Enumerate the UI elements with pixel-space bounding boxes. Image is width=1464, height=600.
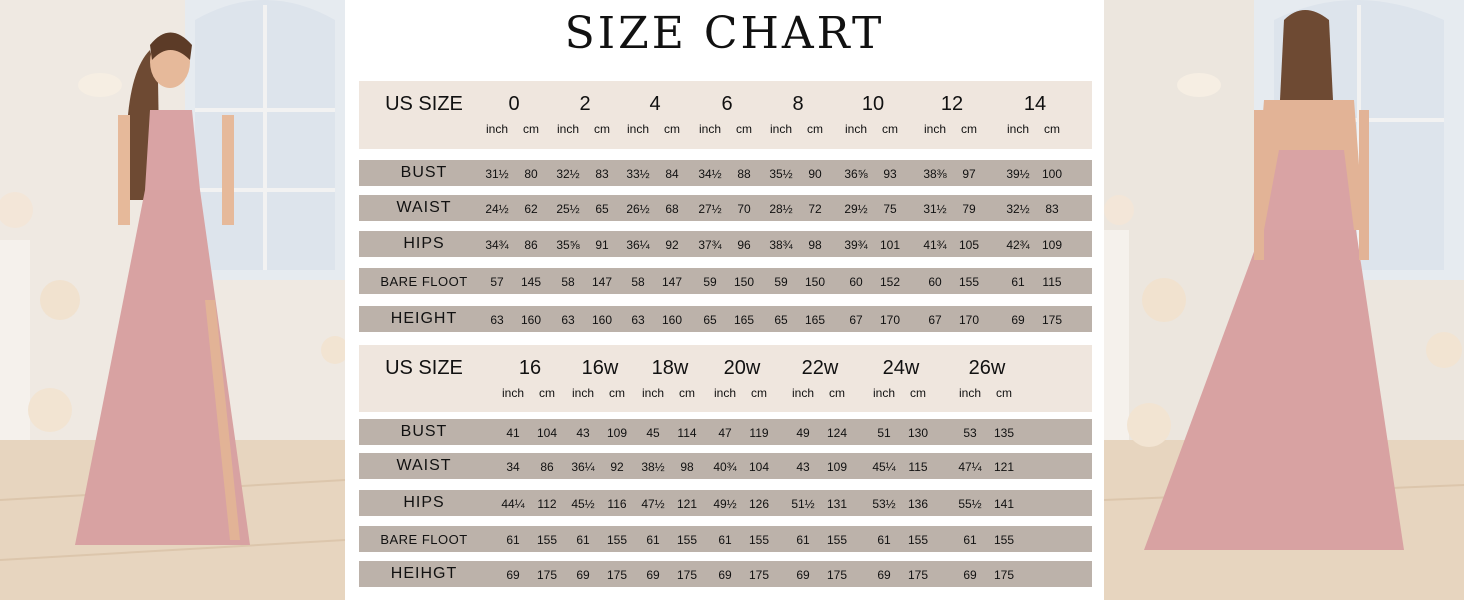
cm-value: 175	[676, 568, 698, 582]
cm-value: 96	[737, 238, 751, 252]
unit-inch-label: inch	[641, 386, 665, 400]
cm-value: 114	[677, 426, 697, 440]
inch-value: 61	[718, 533, 732, 547]
unit-cm-label: cm	[679, 386, 695, 400]
size-heading: 16w	[581, 357, 619, 379]
size-heading: 16	[518, 357, 542, 379]
cm-value: 115	[908, 460, 928, 474]
size-heading: 2	[579, 93, 591, 115]
cm-value: 160	[520, 313, 542, 327]
inch-value: 35½	[769, 167, 793, 181]
unit-inch-label: inch	[1006, 122, 1030, 136]
inch-value: 38¾	[769, 238, 793, 252]
inch-value: 58	[561, 275, 575, 289]
cm-value: 100	[1041, 167, 1063, 181]
inch-value: 47½	[641, 497, 665, 511]
inch-value: 43	[576, 426, 590, 440]
unit-inch-label: inch	[713, 386, 737, 400]
inch-value: 47	[718, 426, 732, 440]
inch-value: 61	[576, 533, 590, 547]
inch-value: 63	[561, 313, 575, 327]
inch-value: 69	[877, 568, 891, 582]
inch-value: 51½	[791, 497, 815, 511]
cm-value: 175	[1041, 313, 1063, 327]
unit-cm-label: cm	[807, 122, 823, 136]
cm-value: 75	[883, 202, 897, 216]
size-heading: 18w	[651, 357, 689, 379]
inch-value: 43	[796, 460, 810, 474]
unit-inch-label: inch	[501, 386, 525, 400]
row-label: HEIGHT	[390, 310, 458, 327]
size-heading: 8	[792, 93, 804, 115]
size-heading: 14	[1023, 93, 1047, 115]
inch-value: 41¾	[923, 238, 947, 252]
cm-value: 147	[661, 275, 683, 289]
cm-value: 119	[749, 426, 769, 440]
inch-value: 34	[506, 460, 520, 474]
cm-value: 145	[520, 275, 542, 289]
unit-cm-label: cm	[829, 386, 845, 400]
unit-inch-label: inch	[872, 386, 896, 400]
unit-inch-label: inch	[556, 122, 580, 136]
inch-value: 49½	[713, 497, 737, 511]
cm-value: 175	[606, 568, 628, 582]
cm-value: 141	[993, 497, 1015, 511]
unit-cm-label: cm	[523, 122, 539, 136]
size-heading: 10	[861, 93, 885, 115]
cm-value: 115	[1042, 275, 1062, 289]
unit-cm-label: cm	[609, 386, 625, 400]
inch-value: 29½	[844, 202, 868, 216]
cm-value: 121	[676, 497, 698, 511]
unit-cm-label: cm	[751, 386, 767, 400]
unit-cm-label: cm	[1044, 122, 1060, 136]
cm-value: 79	[962, 202, 976, 216]
inch-value: 45¼	[872, 460, 896, 474]
row-label: BARE FLOOT	[380, 274, 468, 289]
inch-value: 60	[849, 275, 863, 289]
cm-value: 135	[993, 426, 1015, 440]
inch-value: 32½	[1006, 202, 1030, 216]
inch-value: 69	[1011, 313, 1025, 327]
cm-value: 90	[808, 167, 822, 181]
cm-value: 112	[537, 497, 557, 511]
inch-value: 58	[631, 275, 645, 289]
inch-value: 63	[490, 313, 504, 327]
unit-cm-label: cm	[539, 386, 555, 400]
inch-value: 47¼	[958, 460, 982, 474]
cm-value: 165	[733, 313, 755, 327]
row-label: HIPS	[403, 235, 445, 252]
cm-value: 155	[907, 533, 929, 547]
size-heading: 4	[649, 93, 661, 115]
cm-value: 131	[826, 497, 848, 511]
unit-inch-label: inch	[485, 122, 509, 136]
cm-value: 72	[808, 202, 822, 216]
cm-value: 98	[808, 238, 822, 252]
inch-value: 69	[576, 568, 590, 582]
inch-value: 61	[963, 533, 977, 547]
cm-value: 105	[958, 238, 980, 252]
size-heading: 20w	[723, 357, 761, 379]
cm-value: 130	[907, 426, 929, 440]
inch-value: 53	[963, 426, 977, 440]
cm-value: 92	[665, 238, 679, 252]
cm-value: 175	[907, 568, 929, 582]
unit-inch-label: inch	[769, 122, 793, 136]
inch-value: 36⅝	[844, 167, 868, 181]
inch-value: 34½	[698, 167, 722, 181]
cm-value: 83	[595, 167, 609, 181]
inch-value: 61	[877, 533, 891, 547]
inch-value: 60	[928, 275, 942, 289]
cm-value: 160	[591, 313, 613, 327]
cm-value: 86	[540, 460, 554, 474]
inch-value: 57	[490, 275, 504, 289]
cm-value: 92	[610, 460, 624, 474]
inch-value: 25½	[556, 202, 580, 216]
us-size-label: US SIZE	[385, 357, 463, 379]
inch-value: 61	[506, 533, 520, 547]
inch-value: 36¼	[626, 238, 650, 252]
size-heading: 6	[721, 93, 733, 115]
cm-value: 170	[958, 313, 980, 327]
cm-value: 155	[993, 533, 1015, 547]
row-label: HIPS	[403, 494, 445, 511]
cm-value: 155	[536, 533, 558, 547]
cm-value: 116	[607, 497, 627, 511]
inch-value: 67	[928, 313, 942, 327]
inch-value: 42¾	[1006, 238, 1030, 252]
inch-value: 32½	[556, 167, 580, 181]
row-label: WAIST	[396, 199, 452, 216]
cm-value: 124	[826, 426, 848, 440]
unit-inch-label: inch	[791, 386, 815, 400]
cm-value: 150	[804, 275, 826, 289]
cm-value: 155	[748, 533, 770, 547]
cm-value: 88	[737, 167, 751, 181]
unit-cm-label: cm	[996, 386, 1012, 400]
cm-value: 65	[595, 202, 609, 216]
cm-value: 150	[733, 275, 755, 289]
cm-value: 98	[680, 460, 694, 474]
unit-cm-label: cm	[910, 386, 926, 400]
row-label: BUST	[400, 423, 448, 440]
inch-value: 65	[703, 313, 717, 327]
inch-value: 55½	[958, 497, 982, 511]
cm-value: 91	[595, 238, 609, 252]
cm-value: 121	[993, 460, 1015, 474]
inch-value: 39¾	[844, 238, 868, 252]
cm-value: 84	[665, 167, 679, 181]
row-label: WAIST	[396, 457, 452, 474]
cm-value: 86	[524, 238, 538, 252]
row-label: BUST	[400, 164, 448, 181]
size-heading: 26w	[968, 357, 1006, 379]
cm-value: 80	[524, 167, 538, 181]
inch-value: 28½	[769, 202, 793, 216]
inch-value: 40¾	[713, 460, 737, 474]
inch-value: 63	[631, 313, 645, 327]
unit-inch-label: inch	[626, 122, 650, 136]
cm-value: 155	[826, 533, 848, 547]
cm-value: 152	[879, 275, 901, 289]
inch-value: 61	[646, 533, 660, 547]
cm-value: 175	[826, 568, 848, 582]
row-label: BARE FLOOT	[380, 532, 468, 547]
inch-value: 36¼	[571, 460, 595, 474]
unit-cm-label: cm	[961, 122, 977, 136]
unit-cm-label: cm	[882, 122, 898, 136]
inch-value: 44¼	[501, 497, 525, 511]
cm-value: 175	[536, 568, 558, 582]
inch-value: 59	[774, 275, 788, 289]
model-front-photo	[0, 0, 345, 600]
inch-value: 45½	[571, 497, 595, 511]
cm-value: 101	[879, 238, 901, 252]
inch-value: 31½	[923, 202, 947, 216]
unit-inch-label: inch	[958, 386, 982, 400]
unit-inch-label: inch	[844, 122, 868, 136]
inch-value: 65	[774, 313, 788, 327]
cm-value: 104	[748, 460, 770, 474]
unit-cm-label: cm	[594, 122, 610, 136]
inch-value: 35⅝	[556, 238, 580, 252]
inch-value: 38⅜	[923, 167, 947, 181]
inch-value: 41	[506, 426, 520, 440]
inch-value: 26½	[626, 202, 650, 216]
unit-inch-label: inch	[923, 122, 947, 136]
inch-value: 59	[703, 275, 717, 289]
cm-value: 104	[536, 426, 558, 440]
cm-value: 147	[591, 275, 613, 289]
unit-inch-label: inch	[698, 122, 722, 136]
size-heading: 12	[940, 93, 964, 115]
inch-value: 37¾	[698, 238, 722, 252]
cm-value: 155	[676, 533, 698, 547]
unit-cm-label: cm	[664, 122, 680, 136]
cm-value: 160	[661, 313, 683, 327]
cm-value: 170	[879, 313, 901, 327]
inch-value: 27½	[698, 202, 722, 216]
inch-value: 61	[1011, 275, 1025, 289]
inch-value: 34¾	[485, 238, 509, 252]
inch-value: 51	[877, 426, 891, 440]
us-size-label: US SIZE	[385, 93, 463, 115]
cm-value: 165	[804, 313, 826, 327]
inch-value: 67	[849, 313, 863, 327]
cm-value: 175	[993, 568, 1015, 582]
size-chart-title: SIZE CHART	[564, 8, 885, 59]
cm-value: 83	[1045, 202, 1059, 216]
inch-value: 24½	[485, 202, 509, 216]
cm-value: 136	[907, 497, 929, 511]
inch-value: 45	[646, 426, 660, 440]
model-back-photo	[1104, 0, 1464, 600]
cm-value: 109	[1041, 238, 1063, 252]
cm-value: 155	[606, 533, 628, 547]
unit-inch-label: inch	[571, 386, 595, 400]
inch-value: 53½	[872, 497, 896, 511]
cm-value: 97	[962, 167, 976, 181]
cm-value: 70	[737, 202, 751, 216]
cm-value: 109	[826, 460, 848, 474]
inch-value: 33½	[626, 167, 650, 181]
inch-value: 39½	[1006, 167, 1030, 181]
cm-value: 68	[665, 202, 679, 216]
inch-value: 69	[718, 568, 732, 582]
inch-value: 69	[796, 568, 810, 582]
inch-value: 69	[646, 568, 660, 582]
inch-value: 38½	[641, 460, 665, 474]
cm-value: 155	[958, 275, 980, 289]
row-label: HEIHGT	[390, 565, 458, 582]
size-heading: 0	[508, 93, 520, 115]
unit-cm-label: cm	[736, 122, 752, 136]
inch-value: 69	[963, 568, 977, 582]
cm-value: 109	[606, 426, 628, 440]
inch-value: 69	[506, 568, 520, 582]
cm-value: 62	[524, 202, 538, 216]
inch-value: 49	[796, 426, 810, 440]
size-chart-panel	[345, 0, 1104, 600]
inch-value: 31½	[485, 167, 509, 181]
inch-value: 61	[796, 533, 810, 547]
size-heading: 24w	[882, 357, 920, 379]
cm-value: 175	[748, 568, 770, 582]
size-heading: 22w	[801, 357, 839, 379]
cm-value: 93	[883, 167, 897, 181]
cm-value: 126	[748, 497, 770, 511]
